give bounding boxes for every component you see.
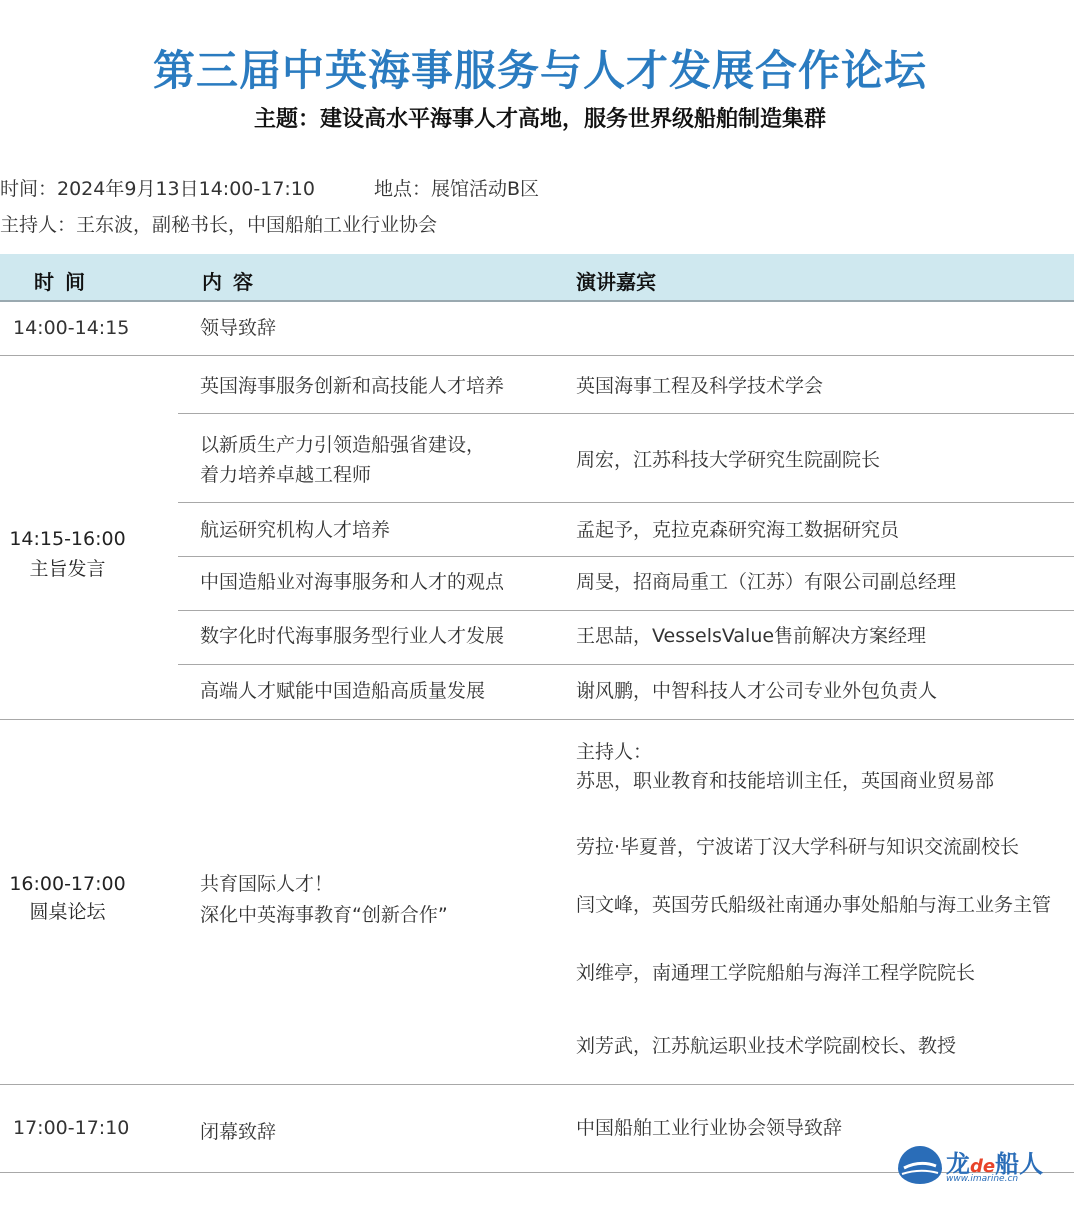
roundtable-speaker: 劳拉·毕夏普，宁波诺丁汉大学科研与知识交流副校长 — [576, 836, 1020, 858]
row-divider — [0, 1084, 1074, 1085]
row-divider — [0, 719, 1074, 720]
watermark-logo — [898, 1144, 1060, 1190]
section2-label: 主旨发言 — [29, 558, 106, 580]
ship-icon — [898, 1146, 942, 1184]
page-title: 第三届中英海事服务与人才发展合作论坛 — [152, 46, 927, 95]
section2-time: 14:15-16:00 — [9, 528, 126, 550]
section3-label: 圆桌论坛 — [29, 901, 106, 923]
roundtable-topic: 深化中英海事教育“创新合作” — [200, 904, 448, 926]
roundtable-speaker: 闫文峰，英国劳氏船级社南通办事处船舶与海工业务主管 — [576, 894, 1052, 916]
row-divider — [178, 556, 1074, 557]
keynote-content: 数字化时代海事服务型行业人才发展 — [200, 625, 505, 647]
roundtable-host-label: 主持人： — [576, 741, 653, 763]
row1-content: 领导致辞 — [200, 317, 277, 339]
event-host: 主持人：王东波，副秘书长，中国船舶工业行业协会 — [0, 214, 438, 236]
roundtable-speaker: 苏思，职业教育和技能培训主任，英国商业贸易部 — [576, 770, 995, 792]
section3-time: 16:00-17:00 — [9, 873, 126, 895]
row-divider — [178, 664, 1074, 665]
watermark-url: www.imarine.cn — [946, 1174, 1019, 1184]
keynote-speaker: 孟起予，克拉克森研究海工数据研究员 — [576, 519, 900, 541]
header-time: 时 间 — [34, 270, 87, 294]
row4-content: 闭幕致辞 — [200, 1121, 277, 1143]
keynote-content: 英国海事服务创新和高技能人才培养 — [200, 375, 505, 397]
keynote-content: 航运研究机构人才培养 — [200, 519, 391, 541]
keynote-content: 着力培养卓越工程师 — [200, 464, 372, 486]
row4-speaker: 中国船舶工业行业协会领导致辞 — [576, 1117, 843, 1139]
row-divider — [178, 502, 1074, 503]
header-speakers: 演讲嘉宾 — [576, 270, 656, 294]
event-time: 时间：2024年9月13日14:00-17:10 — [0, 178, 315, 200]
row1-time: 14:00-14:15 — [13, 317, 130, 339]
keynote-content: 高端人才赋能中国造船高质量发展 — [200, 680, 486, 702]
roundtable-speaker: 刘维亭，南通理工学院船舶与海洋工程学院院长 — [576, 962, 976, 984]
row-divider — [0, 355, 1074, 356]
roundtable-speaker: 刘芳武，江苏航运职业技术学院副校长、教授 — [576, 1035, 957, 1057]
keynote-content: 中国造船业对海事服务和人才的观点 — [200, 571, 505, 593]
row-divider — [178, 413, 1074, 414]
keynote-speaker: 周旻，招商局重工（江苏）有限公司副总经理 — [576, 571, 957, 593]
watermark-name: 龙de船人 — [946, 1150, 1044, 1178]
header-content: 内 容 — [202, 270, 255, 294]
keynote-speaker: 王思喆，VesselsValue售前解决方案经理 — [576, 625, 927, 647]
keynote-speaker: 谢风鹏，中智科技人才公司专业外包负责人 — [576, 680, 938, 702]
row-divider — [178, 610, 1074, 611]
row4-time: 17:00-17:10 — [13, 1117, 130, 1139]
table-header — [0, 254, 1074, 302]
keynote-speaker: 英国海事工程及科学技术学会 — [576, 375, 824, 397]
page-subtitle: 主题：建设高水平海事人才高地，服务世界级船舶制造集群 — [253, 107, 826, 132]
keynote-content: 以新质生产力引领造船强省建设， — [200, 434, 486, 456]
roundtable-topic: 共育国际人才！ — [200, 873, 334, 895]
event-place: 地点：展馆活动B区 — [374, 178, 540, 200]
keynote-speaker: 周宏，江苏科技大学研究生院副院长 — [576, 449, 881, 471]
